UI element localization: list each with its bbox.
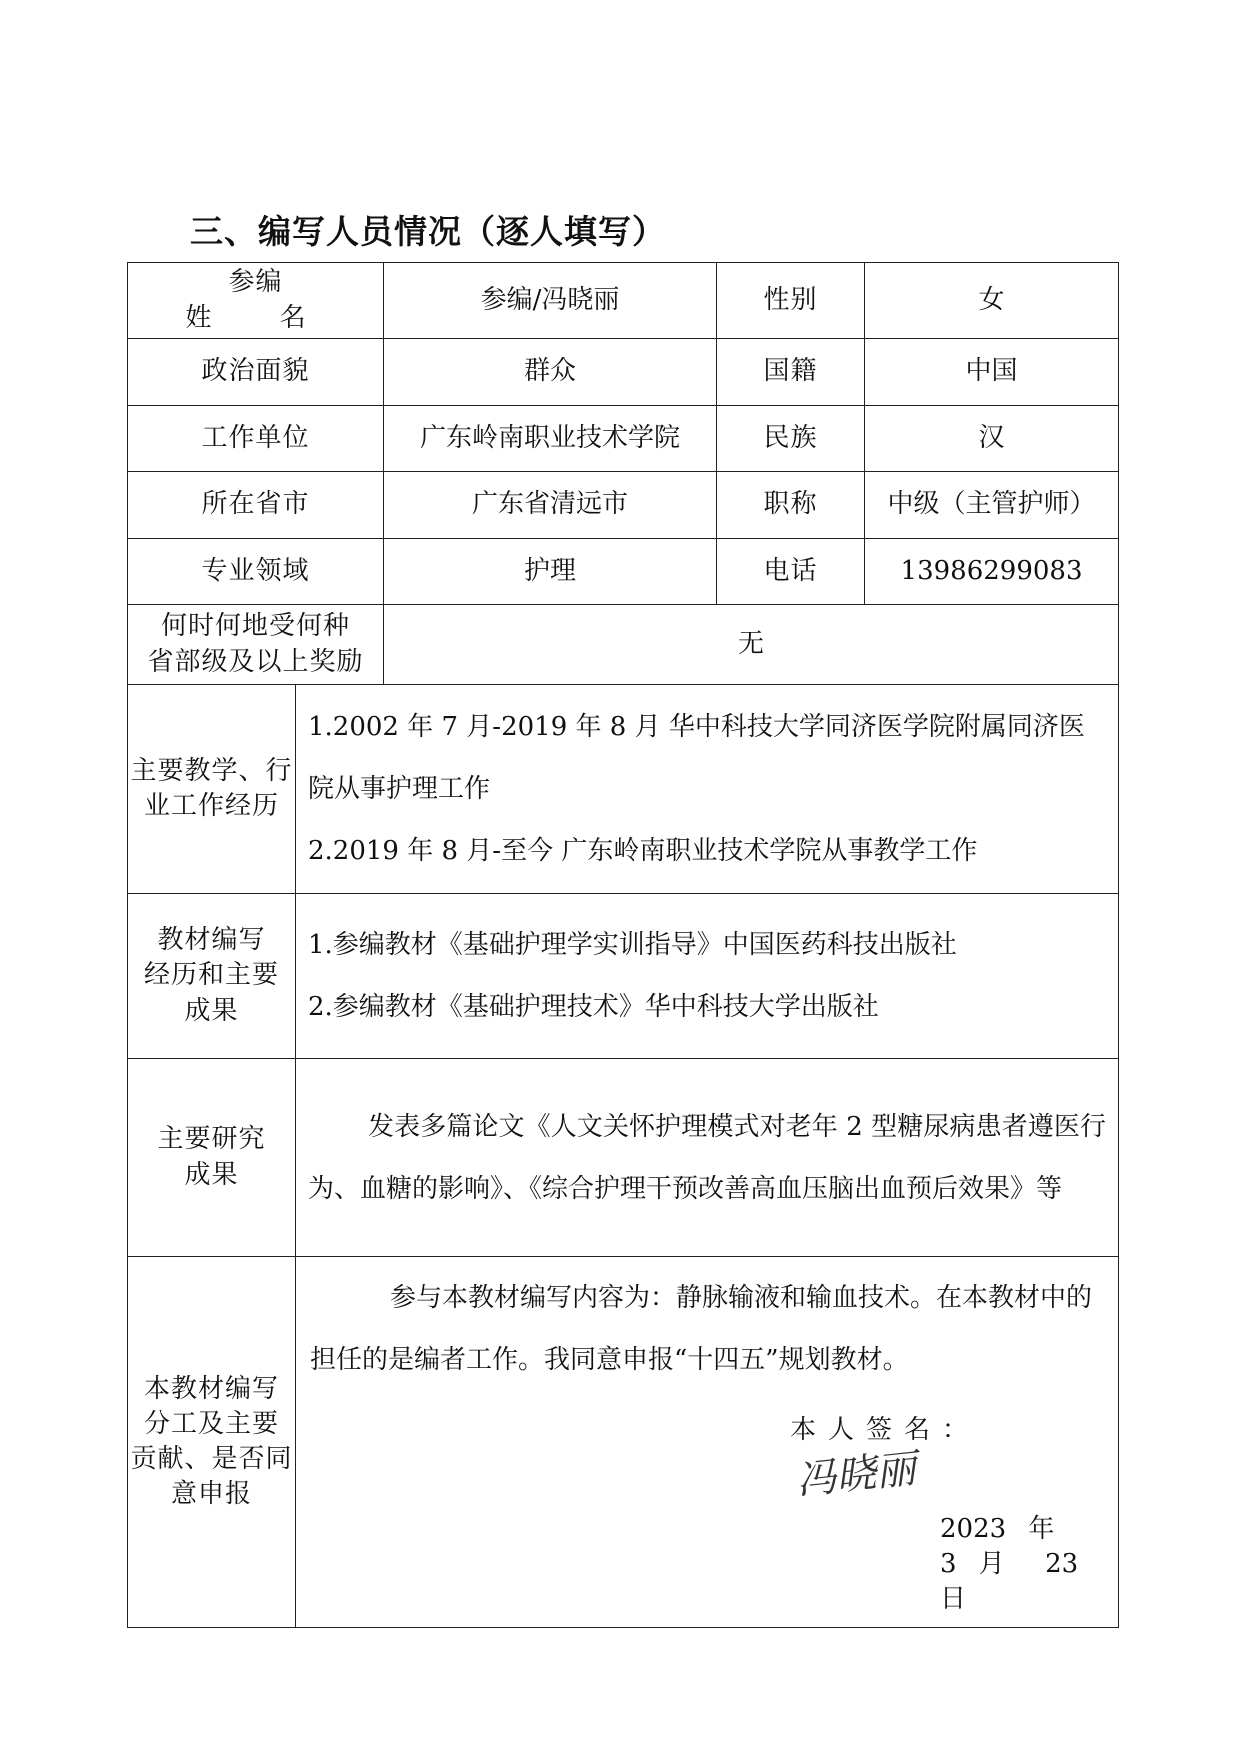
political-value: 群众: [384, 339, 717, 406]
awards-label: 何时何地受何种 省部级及以上奖励: [128, 605, 384, 685]
date-day: 23 日: [940, 1549, 1079, 1615]
name-value: 参编/冯晓丽: [384, 263, 717, 339]
section-title: 三、编写人员情况（逐人填写）: [190, 212, 666, 251]
workplace-label: 工作单位: [128, 406, 384, 472]
signature-line: [310, 1413, 1104, 1505]
gender-label: 性别: [717, 263, 865, 339]
research-label: 主要研究 成果: [128, 1059, 296, 1257]
table-row-declaration: [128, 1257, 1119, 1628]
phone-value: 13986299083: [865, 539, 1119, 605]
experience-item: 2.2019 年 8 月-至今 广东岭南职业技术学院从事教学工作: [308, 836, 978, 866]
title-rank-value: 中级（主管护师）: [865, 472, 1119, 539]
table-row-experience: [128, 685, 1119, 894]
table-row-province: [128, 472, 1119, 539]
date-year: 2023 年: [940, 1514, 1055, 1545]
declaration-label: 本教材编写 分工及主要 贡献、是否同 意申报: [128, 1257, 296, 1628]
table-row-research: [128, 1059, 1119, 1257]
field-value: 护理: [384, 539, 717, 605]
date-month: 3 月: [940, 1549, 1005, 1580]
research-text: 发表多篇论文《人文关怀护理模式对老年 2 型糖尿病患者遵医行为、血糖的影响》、《综合护理干预改善高血压脑出血预后效果》等: [308, 1111, 1107, 1204]
textbook-item: 2.参编教材《基础护理技术》华中科技大学出版社: [308, 992, 879, 1022]
ethnicity-label: 民族: [717, 406, 865, 472]
textbooks-label: 教材编写 经历和主要 成果: [128, 894, 296, 1059]
name-label: 参编 姓 名: [128, 263, 384, 339]
table-row-field: [128, 539, 1119, 605]
nationality-label: 国籍: [717, 339, 865, 406]
declaration-text: 参与本教材编写内容为：静脉输液和输血技术。在本教材中的担任的是编者工作。我同意申报“十四五”规划教材。: [310, 1283, 1093, 1375]
province-value: 广东省清远市: [384, 472, 717, 539]
province-label: 所在省市: [128, 472, 384, 539]
table-row-workplace: [128, 406, 1119, 472]
experience-label: 主要教学、行 业工作经历: [128, 685, 296, 894]
workplace-value: 广东岭南职业技术学院: [384, 406, 717, 472]
ethnicity-value: 汉: [865, 406, 1119, 472]
title-rank-label: 职称: [717, 472, 865, 539]
experience-content: [296, 685, 1119, 894]
textbook-item: 1.参编教材《基础护理学实训指导》中国医药科技出版社: [308, 930, 957, 960]
experience-item: 1.2002 年 7 月-2019 年 8 月 华中科技大学同济医学院附属同济医院从事护理工作: [308, 712, 1085, 804]
textbooks-content: [296, 894, 1119, 1059]
gender-value: 女: [865, 263, 1119, 339]
field-label: 专业领域: [128, 539, 384, 605]
awards-value: 无: [384, 605, 1119, 685]
research-content: [296, 1059, 1119, 1257]
nationality-value: 中国: [865, 339, 1119, 406]
declaration-content: [296, 1257, 1119, 1628]
date-line: [310, 1512, 1104, 1617]
handwritten-signature: 冯晓丽: [793, 1445, 919, 1505]
personnel-form-table: [127, 262, 1119, 1628]
political-label: 政治面貌: [128, 339, 384, 406]
table-row-textbooks: [128, 894, 1119, 1059]
table-row-political: [128, 339, 1119, 406]
table-row-name: [128, 263, 1119, 339]
table-row-awards: [128, 605, 1119, 685]
phone-label: 电话: [717, 539, 865, 605]
signature-label: 本人签名：: [790, 1415, 981, 1445]
